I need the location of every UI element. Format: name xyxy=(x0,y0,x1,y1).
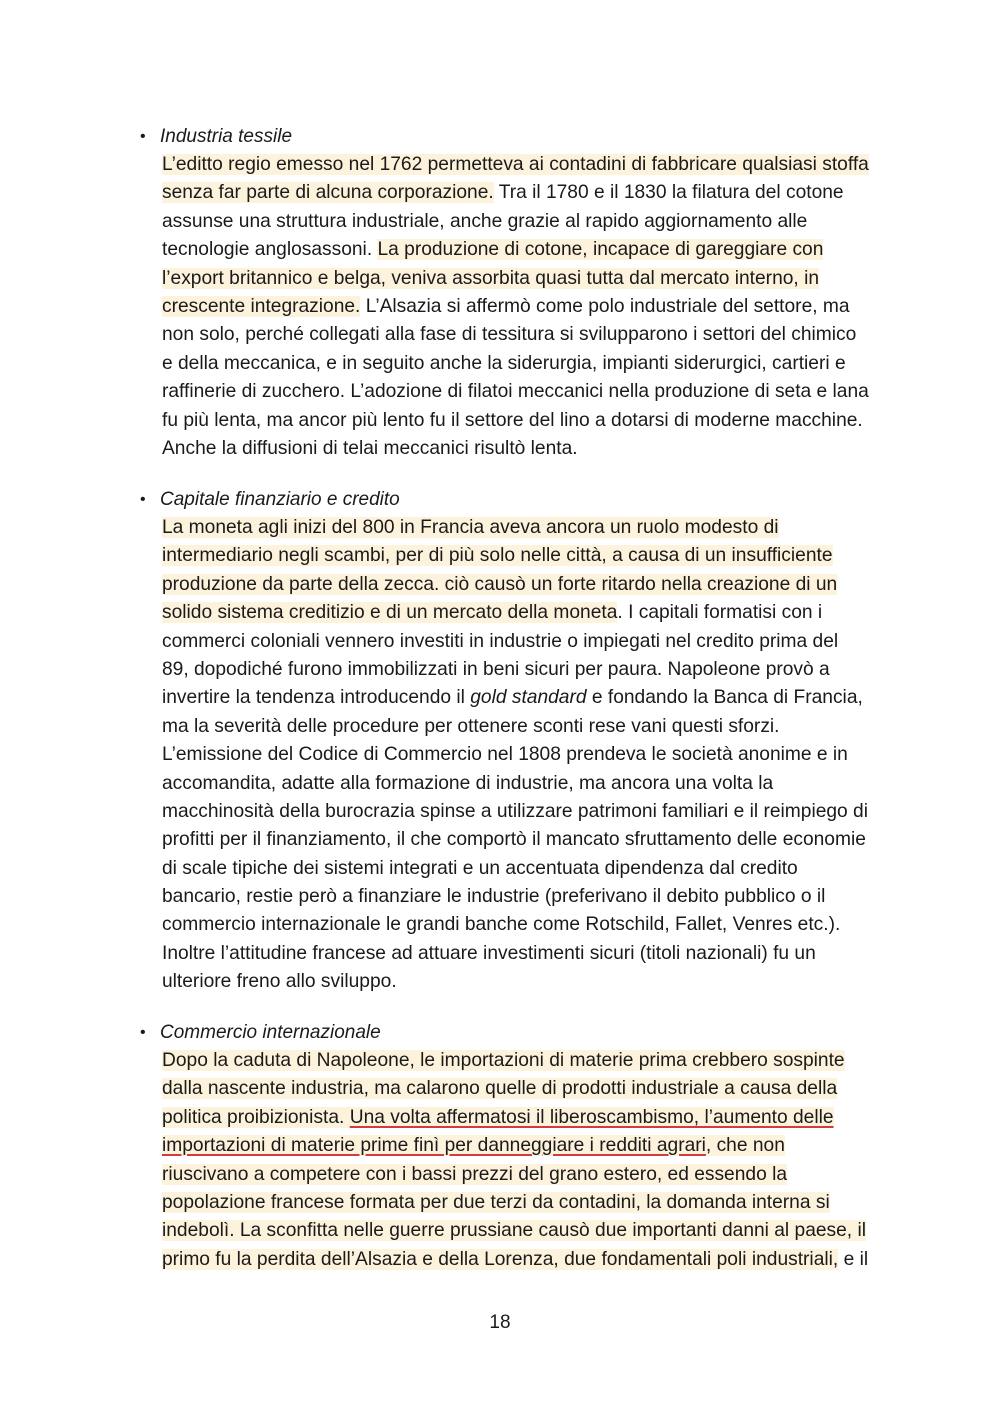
highlighted-text: l’export britannico e belga, veniva assorbita quasi tutta dal mercato interno, in xyxy=(162,267,820,289)
text-line xyxy=(162,1075,940,1103)
text-line xyxy=(162,378,940,406)
bullet-icon: • xyxy=(140,1024,146,1041)
text-line xyxy=(162,770,940,798)
text-line xyxy=(162,1132,940,1160)
text-segment: e della meccanica, e in seguito anche la siderurgia, impianti siderurgici, cartieri e xyxy=(162,352,846,374)
underlined-text: importazioni di materie prime finì per danneggiare i redditi agrari xyxy=(162,1135,706,1157)
text-segment: ma la severità delle procedure per ottenere sconti rese vani questi sforzi. xyxy=(162,715,780,737)
text-segment: . I capitali formatisi con i xyxy=(617,602,823,624)
text-line xyxy=(162,1161,940,1189)
text-segment: ulteriore freno allo sviluppo. xyxy=(162,971,397,993)
text-segment: e il xyxy=(838,1248,869,1270)
text-line xyxy=(162,826,940,854)
text-line xyxy=(162,713,940,741)
highlighted-text: L’editto regio emesso nel 1762 permetteva ai contadini di fabbricare qualsiasi stoffa xyxy=(162,154,869,175)
text-line xyxy=(162,599,940,627)
highlighted-text: senza far parte di alcuna corporazione. xyxy=(162,182,494,204)
text-line xyxy=(162,1047,940,1075)
section-title: Capitale finanziario e credito xyxy=(160,489,400,510)
text-line xyxy=(162,236,940,264)
highlighted-text: Dopo la caduta di Napoleone, le importazioni di materie prima crebbero sospinte xyxy=(162,1050,845,1071)
text-segment: 89, dopodiché furono immobilizzati in beni sicuri per paura. Napoleone provò a xyxy=(162,658,830,680)
text-segment: L’emissione del Codice di Commercio nel 1808 prendeva le società anonime e in xyxy=(162,744,848,766)
text-segment: invertire la tendenza introducendo il xyxy=(162,687,471,709)
highlighted-text: produzione da parte della zecca. ciò causò un forte ritardo nella creazione di un xyxy=(162,573,838,595)
text-line xyxy=(162,435,940,463)
section-paragraph xyxy=(162,151,940,463)
text-line xyxy=(162,265,940,293)
underlined-text: Una volta affermatosi il liberoscambismo, l’aumento delle xyxy=(349,1106,834,1128)
text-line xyxy=(162,1104,940,1132)
text-line xyxy=(162,407,940,435)
text-line xyxy=(162,940,940,968)
highlighted-text: crescente integrazione. xyxy=(162,295,361,317)
text-line xyxy=(162,542,940,570)
section-paragraph xyxy=(162,514,940,997)
text-segment: di scale tipiche dei sistemi integrati e un accentuata dipendenza dal credito xyxy=(162,857,798,879)
highlighted-text: La moneta agli inizi del 800 in Francia aveva ancora un ruolo modesto di xyxy=(162,517,779,538)
bullet-icon: • xyxy=(140,128,146,145)
text-segment: profitti per il finanziamento, il che comportò il mancato sfruttamento delle economie xyxy=(162,829,866,851)
text-line xyxy=(162,321,940,349)
text-line xyxy=(162,1217,940,1245)
section-title: Commercio internazionale xyxy=(160,1022,381,1043)
highlighted-text: solido sistema creditizio e di un mercato della moneta xyxy=(162,602,618,624)
page-number: 18 xyxy=(489,1312,511,1333)
text-segment: assunse una struttura industriale, anche grazie al rapido aggiornamento alle xyxy=(162,210,808,232)
section-heading xyxy=(140,486,940,514)
text-line xyxy=(162,628,940,656)
highlighted-text: indebolì. La sconfitta nelle guerre prussiane causò due importanti danni al paese, il xyxy=(162,1220,866,1242)
section-commercio-internazionale xyxy=(140,1019,940,1274)
text-line xyxy=(162,968,940,996)
highlighted-text: , che non xyxy=(705,1135,785,1157)
highlighted-text: popolazione francese formata per due terzi da contadini, la domanda interna si xyxy=(162,1191,830,1213)
text-segment: accomandita, adatte alla formazione di industrie, ma ancora una volta la xyxy=(162,772,774,794)
text-line xyxy=(162,514,940,542)
text-segment: non solo, perché collegati alla fase di tessitura si svilupparono i settori del chimico xyxy=(162,324,857,346)
text-segment: macchinosità della burocrazia spinse a utilizzare patrimoni familiari e il reimpiego di xyxy=(162,800,868,822)
text-line xyxy=(162,1189,940,1217)
text-segment: fu più lenta, ma ancor più lento fu il settore del lino a dotarsi di moderne macchine. xyxy=(162,409,863,431)
bullet-icon: • xyxy=(140,491,146,508)
text-line xyxy=(162,855,940,883)
text-segment: gold standard xyxy=(470,687,587,709)
text-segment: commercio internazionale le grandi banche come Rotschild, Fallet, Venres etc.). xyxy=(162,914,841,936)
text-line xyxy=(162,571,940,599)
text-segment: Anche la diffusioni di telai meccanici risultò lenta. xyxy=(162,437,578,459)
text-line xyxy=(162,151,940,179)
highlighted-text: La produzione di cotone, incapace di gareggiare con xyxy=(377,239,824,261)
text-line xyxy=(162,883,940,911)
text-segment: bancario, restie però a finanziare le industrie (preferivano il debito pubblico o il xyxy=(162,886,826,908)
text-segment: L’Alsazia si affermò come polo industriale del settore, ma xyxy=(360,295,850,317)
highlighted-text: politica proibizionista. xyxy=(162,1106,350,1128)
highlighted-text: dalla nascente industria, ma calarono quelle di prodotti industriale a causa della xyxy=(162,1078,838,1100)
text-line xyxy=(162,179,940,207)
highlighted-text: primo fu la perdita dell’Alsazia e della Lorenza, due fondamentali poli industriali, xyxy=(162,1248,839,1270)
text-line xyxy=(162,656,940,684)
text-segment: commerci coloniali vennero investiti in industrie o impiegati nel credito prima del xyxy=(162,630,839,652)
section-heading xyxy=(140,1019,940,1047)
section-capitale-finanziario xyxy=(140,486,940,997)
section-heading xyxy=(140,123,940,151)
text-line xyxy=(162,741,940,769)
section-title: Industria tessile xyxy=(160,126,293,147)
text-segment: Inoltre l’attitudine francese ad attuare investimenti sicuri (titoli nazionali) fu un xyxy=(162,942,816,964)
text-line xyxy=(162,911,940,939)
text-line xyxy=(162,293,940,321)
text-segment: e fondando la Banca di Francia, xyxy=(586,687,863,709)
text-line xyxy=(162,208,940,236)
section-paragraph xyxy=(162,1047,940,1274)
text-line xyxy=(162,684,940,712)
text-segment: Tra il 1780 e il 1830 la filatura del cotone xyxy=(493,182,844,204)
text-segment: raffinerie di zucchero. L’adozione di filatoi meccanici nella produzione di seta e lana xyxy=(162,381,869,403)
text-line xyxy=(162,1246,940,1274)
highlighted-text: intermediario negli scambi, per di più solo nelle città, a causa di un insufficiente xyxy=(162,545,833,567)
text-segment: tecnologie anglosassoni. xyxy=(162,239,378,261)
highlighted-text: riuscivano a competere con i bassi prezzi del grano estero, ed essendo la xyxy=(162,1163,788,1185)
text-line xyxy=(162,798,940,826)
section-industria-tessile xyxy=(140,123,940,463)
text-line xyxy=(162,350,940,378)
